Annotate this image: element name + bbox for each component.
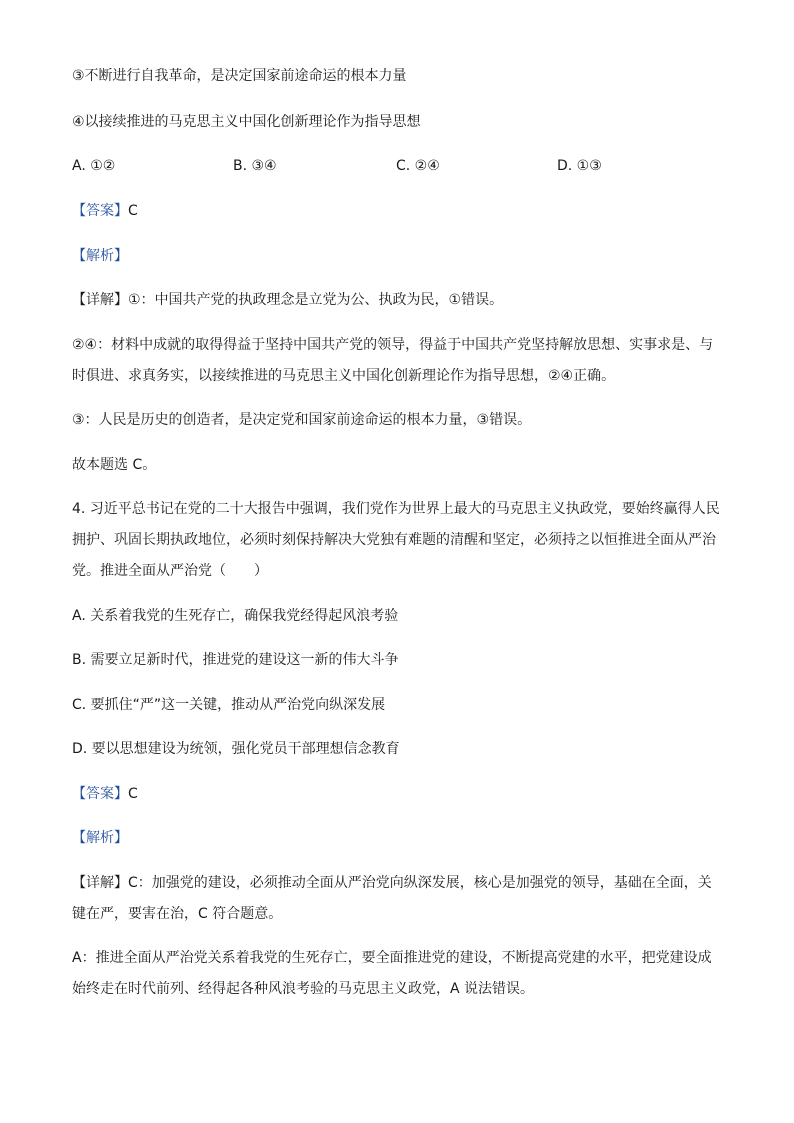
conclusion-line: 故本题选 C。 — [72, 457, 157, 473]
answer-tag: 【答案】 — [72, 203, 128, 219]
statement-3: ③不断进行自我革命，是决定国家前途命运的根本力量 — [72, 68, 407, 84]
detail-line — [72, 290, 503, 310]
answer-value: C — [128, 203, 138, 219]
analysis-tag: 【解析】 — [72, 830, 128, 846]
detail-line — [72, 873, 712, 893]
question-stem-line: 党。推进全面从严治党（ ） — [72, 563, 268, 579]
analysis-tag: 【解析】 — [72, 248, 128, 264]
question-stem-line: 4. 习近平总书记在党的二十大报告中强调，我们党作为世界上最大的马克思主义执政党，要始终赢得人民 — [72, 501, 720, 517]
detail-text: C：加强党的建设，必须推动全面从严治党向纵深发展，核心是加强党的领导，基础在全面，关 — [128, 875, 712, 891]
option-a: A. ①② — [72, 158, 116, 174]
answer-value: C — [128, 786, 138, 802]
option-c: C. 要抓住“严”这一关键，推动从严治党向纵深发展 — [72, 697, 386, 713]
detail-tag: 【详解】 — [72, 292, 128, 308]
option-a: A. 关系着我党的生死存亡，确保我党经得起风浪考验 — [72, 608, 399, 624]
detail-line: A：推进全面从严治党关系着我党的生死存亡，要全面推进党的建设，不断提高党建的水平，把党建设成 — [72, 950, 712, 966]
detail-line: ③：人民是历史的创造者，是决定党和国家前途命运的根本力量，③错误。 — [72, 412, 532, 428]
answer-line — [72, 201, 138, 221]
detail-line: 时俱进、求真务实，以接续推进的马克思主义中国化创新理论作为指导思想，②④正确。 — [72, 368, 616, 384]
option-b: B. 需要立足新时代，推进党的建设这一新的伟大斗争 — [72, 652, 399, 668]
option-d: D. 要以思想建设为统领，强化党员干部理想信念教育 — [72, 741, 400, 757]
answer-line — [72, 784, 138, 804]
option-b: B. ③④ — [233, 158, 277, 174]
statement-4: ④以接续推进的马克思主义中国化创新理论作为指导思想 — [72, 114, 421, 130]
question-stem-line: 拥护、巩固长期执政地位，必须时刻保持解决大党独有难题的清醒和坚定，必须持之以恒推进全面从严治 — [72, 532, 716, 548]
detail-line: ②④：材料中成就的取得得益于坚持中国共产党的领导，得益于中国共产党坚持解放思想、实事求是、与 — [72, 337, 714, 353]
detail-line: 键在严，要害在治，C 符合题意。 — [72, 906, 283, 922]
option-c: C. ②④ — [396, 158, 440, 174]
answer-tag: 【答案】 — [72, 786, 128, 802]
detail-line: 始终走在时代前列、经得起各种风浪考验的马克思主义政党，A 说法错误。 — [72, 981, 535, 997]
option-d: D. ①③ — [557, 158, 602, 174]
detail-tag: 【详解】 — [72, 875, 128, 891]
detail-text: ①：中国共产党的执政理念是立党为公、执政为民，①错误。 — [128, 292, 504, 308]
